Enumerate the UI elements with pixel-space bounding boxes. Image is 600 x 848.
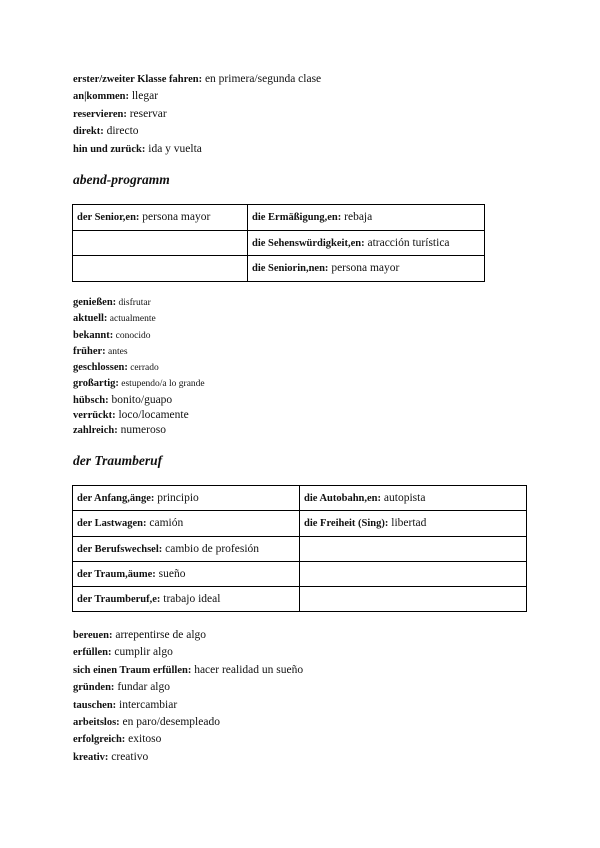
vocab-table-abend-programm — [72, 204, 485, 282]
vocab-line: bereuen: arrepentirse de algo — [73, 629, 207, 641]
vocab-line: hübsch: bonito/guapo — [73, 393, 173, 406]
table-row — [73, 205, 485, 231]
table-cell — [300, 561, 527, 586]
table-cell: die Autobahn,en: autopista — [300, 486, 527, 511]
table-row — [73, 230, 485, 256]
table-cell: die Ermäßigung,en: rebaja — [248, 205, 485, 231]
table-cell: der Lastwagen: camión — [73, 511, 300, 536]
vocab-line: hin und zurück: ida y vuelta — [73, 142, 202, 155]
table-row — [73, 511, 527, 536]
vocab-list-adjectives — [73, 295, 205, 439]
table-row — [73, 256, 485, 282]
vocab-line: bekannt: conocido — [73, 329, 151, 341]
vocab-line: direkt: directo — [73, 125, 139, 138]
vocab-line: zahlreich: numeroso — [73, 424, 166, 437]
table-row — [73, 561, 527, 586]
vocab-line: an|kommen: llegar — [73, 90, 159, 103]
vocab-line: geschlossen: cerrado — [73, 362, 159, 374]
table-cell: der Senior,en: persona mayor — [73, 205, 248, 231]
table-cell — [73, 256, 248, 282]
vocab-list-verbs — [73, 627, 303, 766]
vocab-table-der-traumberuf — [72, 485, 527, 612]
vocab-line: erfüllen: cumplir algo — [73, 646, 173, 659]
vocab-line: arbeitslos: en paro/desempleado — [73, 716, 220, 729]
table-cell — [73, 230, 248, 256]
vocab-line: erster/zweiter Klasse fahren: en primera/segunda clase — [73, 73, 322, 85]
vocab-line: erfolgreich: exitoso — [73, 733, 162, 746]
section-heading-der-traumberuf: der Traumberuf — [73, 453, 163, 468]
table-cell: die Seniorin,nen: persona mayor — [248, 256, 485, 282]
table-cell: die Sehenswürdigkeit,en: atracción turística — [248, 230, 485, 256]
table-row — [73, 587, 527, 612]
vocab-line: tauschen: intercambiar — [73, 698, 178, 711]
vocab-list-travel — [73, 71, 321, 158]
table-cell: der Traumberuf,e: trabajo ideal — [73, 587, 300, 612]
vocab-line: reservieren: reservar — [73, 107, 167, 120]
vocab-line: gründen: fundar algo — [73, 681, 171, 694]
table-cell — [300, 536, 527, 561]
table-cell: der Anfang,änge: principio — [73, 486, 300, 511]
table-row — [73, 536, 527, 561]
vocab-line: aktuell: actualmente — [73, 313, 156, 325]
vocab-line: großartig: estupendo/a lo grande — [73, 378, 205, 390]
table-cell: der Traum,äume: sueño — [73, 561, 300, 586]
table-cell — [300, 587, 527, 612]
section-heading-abend-programm: abend-programm — [73, 172, 170, 187]
vocab-line: sich einen Traum erfüllen: hacer realidad un sueño — [73, 663, 304, 676]
table-row — [73, 486, 527, 511]
vocab-line: genießen: disfrutar — [73, 297, 151, 308]
table-cell: die Freiheit (Sing): libertad — [300, 511, 527, 536]
vocab-line: verrückt: loco/locamente — [73, 409, 189, 422]
vocab-line: kreativ: creativo — [73, 750, 149, 763]
vocab-line: früher: antes — [73, 345, 128, 357]
table-cell: der Berufswechsel: cambio de profesión — [73, 536, 300, 561]
